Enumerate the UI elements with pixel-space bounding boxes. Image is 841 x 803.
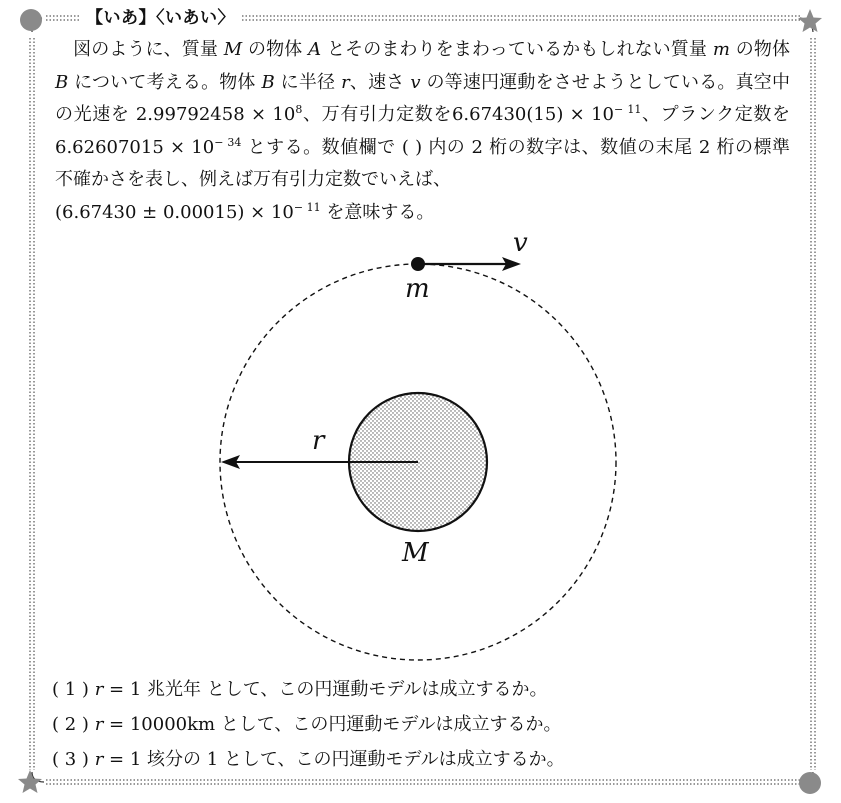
text-segment: 、万有引力定数を — [302, 104, 452, 125]
label-r: r — [312, 426, 325, 456]
exponent: − 11 — [293, 200, 321, 214]
text-segment: ( ) — [401, 136, 423, 158]
exponent: − 34 — [214, 135, 242, 149]
text-segment: とそのまわりをまわっているかもしれない質量 — [327, 39, 707, 60]
text-segment: 、プランク定数を — [641, 104, 790, 125]
text-segment: について考える。物体 — [74, 71, 256, 93]
math-B: B — [55, 71, 69, 93]
question-number: ( 2 ) — [52, 714, 89, 735]
math-r: r — [94, 714, 104, 735]
question-item — [52, 742, 792, 777]
label-m: m — [405, 274, 430, 304]
question-item — [52, 707, 792, 742]
text-segment: 図のように、質量 — [73, 39, 218, 60]
example-value: (6.67430 ± 0.00015) × 10 — [55, 201, 294, 223]
math-A: A — [308, 39, 322, 60]
math-M: M — [223, 39, 243, 60]
question-text: = 1 兆光年 として、この円運動モデルは成立するか。 — [109, 679, 548, 700]
text-segment: の物体 — [735, 39, 790, 60]
text-segment: 、速さ — [349, 71, 405, 93]
question-text: = 10000km として、この円運動モデルは成立するか。 — [109, 714, 562, 735]
problem-title: 【いあ】〈いあい〉 — [80, 6, 241, 30]
orbiting-body-m — [411, 257, 425, 271]
math-m: m — [712, 39, 730, 60]
math-r: r — [341, 71, 350, 93]
question-list — [52, 672, 792, 777]
gravitational-constant-value: 6.67430(15) × 10 — [451, 104, 615, 125]
question-number: ( 3 ) — [52, 749, 89, 770]
text-segment: に半径 — [280, 71, 336, 93]
question-text: = 1 垓分の 1 として、この円運動モデルは成立するか。 — [109, 749, 565, 770]
math-r: r — [94, 679, 104, 700]
exponent: 8 — [295, 103, 303, 116]
text-segment: 内の 2 桁の数字は、数値の末尾 2 桁の標準不確かさを表し、例えば万有引力定数でいえば、 — [55, 136, 790, 190]
text-segment: を意味する。 — [326, 201, 435, 223]
math-v: v — [410, 71, 421, 93]
label-M: M — [402, 538, 429, 568]
text-segment: の物体 — [248, 39, 303, 60]
label-v: v — [513, 228, 528, 258]
text-segment: とする。数値欄で — [247, 136, 396, 158]
question-number: ( 1 ) — [52, 679, 89, 700]
speed-of-light-value: 2.99792458 × 10 — [135, 104, 296, 125]
question-item — [52, 672, 792, 707]
math-r: r — [94, 749, 104, 770]
exponent: − 11 — [614, 103, 642, 116]
planck-constant-value: 6.62607015 × 10 — [55, 136, 215, 158]
math-B: B — [261, 71, 275, 93]
text-segment: の等速円運動をさせようとしている。真空中の光速を — [55, 71, 790, 125]
